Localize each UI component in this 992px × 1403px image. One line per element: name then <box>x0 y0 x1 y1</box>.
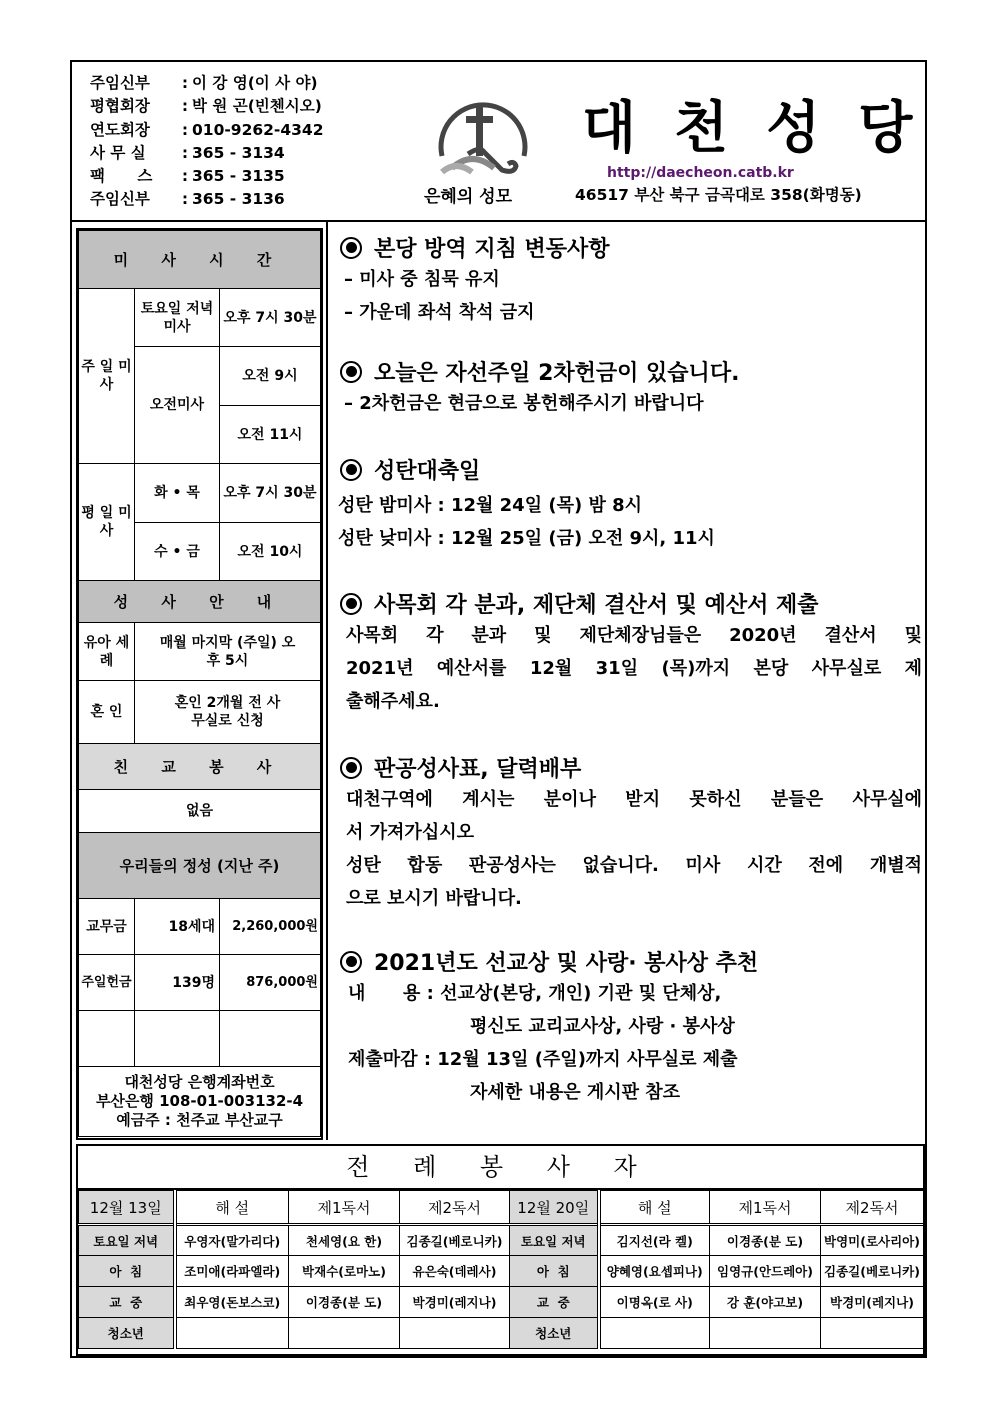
sacraments-title: 성 사 안 내 <box>79 581 321 623</box>
mass-label: 토요일 저녁 <box>79 1225 175 1256</box>
minister-cell: 우영자(말가리다) <box>175 1225 289 1256</box>
contact-row-memorial: 연도회장 : 010-9262-4342 <box>90 120 324 139</box>
mass-label: 교 중 <box>510 1287 599 1318</box>
weekday-time-2: 오전 10시 <box>220 523 321 581</box>
infant-baptism-value: 매월 마지막 (주일) 오후 5시 <box>135 623 321 681</box>
radio-bullet-icon <box>340 757 362 779</box>
column-first-reading: 제1독서 <box>710 1191 821 1225</box>
week-2-date: 12월 20일 <box>510 1191 599 1225</box>
mass-label: 교 중 <box>79 1287 175 1318</box>
liturgical-ministers-section <box>76 1144 925 1356</box>
notice-line: 성탄 낮미사 : 12월 25일 (금) 오전 9시, 11시 <box>338 528 715 549</box>
minister-cell: 최우영(돈보스코) <box>175 1287 289 1318</box>
table-row <box>79 1318 924 1349</box>
mass-label: 청소년 <box>510 1318 599 1349</box>
contact-info <box>90 72 324 212</box>
weekday-time-1: 오후 7시 30분 <box>220 464 321 523</box>
contact-row-office: 사 무 실 : 365 - 3134 <box>90 143 285 162</box>
ministers-header-row <box>79 1191 924 1225</box>
offerings-title: 우리들의 정성 (지난 주) <box>79 833 321 899</box>
sunday-mass-label: 주 일 미 사 <box>79 289 135 464</box>
table-row <box>79 1225 924 1256</box>
morning-mass-label: 오전미사 <box>135 347 220 464</box>
marriage-label: 혼 인 <box>79 681 135 744</box>
minister-cell <box>821 1318 924 1349</box>
offering-count-1: 18세대 <box>135 899 220 955</box>
notice-line: 대천구역에 계시는 분이나 받지 못하신 분들은 사무실에 <box>346 789 922 810</box>
minister-cell: 양혜영(요셉피나) <box>599 1256 710 1287</box>
offering-name-2: 주일헌금 <box>79 955 135 1011</box>
bulletin-header <box>72 62 951 222</box>
minister-cell: 천세영(요 한) <box>289 1225 400 1256</box>
mass-label: 아 침 <box>79 1256 175 1287</box>
notice-line: 성탄 밤미사 : 12월 24일 (목) 밤 8시 <box>338 495 643 516</box>
notice-title: 본당 방역 지침 변동사항 <box>374 237 610 262</box>
visits-title: 친 교 봉 사 <box>79 744 321 790</box>
visits-value: 없음 <box>79 790 321 833</box>
marriage-value: 혼인 2개월 전 사무실로 신청 <box>135 681 321 744</box>
minister-cell: 조미애(라파엘라) <box>175 1256 289 1287</box>
minister-cell: 김종길(베로니카) <box>821 1256 924 1287</box>
week-1-date: 12월 13일 <box>79 1191 175 1225</box>
saturday-evening-time: 오후 7시 30분 <box>220 289 321 347</box>
radio-bullet-icon <box>340 459 362 481</box>
notice-charity-sunday <box>334 356 922 420</box>
ministers-title: 전 례 봉 사 자 <box>78 1146 923 1190</box>
column-commentary: 해 설 <box>175 1191 289 1225</box>
mass-label: 토요일 저녁 <box>510 1225 599 1256</box>
minister-cell <box>400 1318 510 1349</box>
mass-times-title: 미 사 시 간 <box>79 231 321 289</box>
morning-mass-time-1: 오전 9시 <box>220 347 321 406</box>
logo-caption: 은혜의 성모 <box>424 187 513 207</box>
minister-cell <box>710 1318 821 1349</box>
column-first-reading: 제1독서 <box>289 1191 400 1225</box>
saturday-evening-label: 토요일 저녁미사 <box>135 289 220 347</box>
mass-label: 청소년 <box>79 1318 175 1349</box>
column-commentary: 해 설 <box>599 1191 710 1225</box>
minister-cell: 이경종(분 도) <box>710 1225 821 1256</box>
offering-name-3 <box>79 1011 135 1067</box>
offering-amount-3 <box>220 1011 321 1067</box>
notice-line: – 2차헌금은 현금으로 봉헌해주시기 바랍니다 <box>344 393 704 414</box>
notice-title: 성탄대축일 <box>374 459 481 484</box>
church-address: 46517 부산 북구 금곡대로 358(화명동) <box>575 186 862 204</box>
offering-amount-1: 2,260,000원 <box>220 899 321 955</box>
minister-cell: 유은숙(데레사) <box>400 1256 510 1287</box>
bank-account-number: 부산은행 108-01-003132-4 <box>95 1092 304 1110</box>
weekday-mass-label: 평 일 미 사 <box>79 464 135 581</box>
ministers-table <box>78 1190 924 1349</box>
table-row <box>79 1256 924 1287</box>
minister-cell <box>289 1318 400 1349</box>
minister-cell: 박재수(로마노) <box>289 1256 400 1287</box>
radio-bullet-icon <box>340 951 362 973</box>
mass-times-table <box>78 230 321 1137</box>
minister-cell: 이경종(분 도) <box>289 1287 400 1318</box>
notice-line: 성탄 합동 판공성사는 없습니다. 미사 시간 전에 개별적 <box>346 855 922 876</box>
contact-row-fax: 팩 스 : 365 - 3135 <box>90 167 285 186</box>
radio-bullet-icon <box>340 237 362 259</box>
minister-cell: 강 훈(야고보) <box>710 1287 821 1318</box>
notice-title: 사목회 각 분과, 제단체 결산서 및 예산서 제출 <box>374 593 819 618</box>
notice-christmas <box>334 454 922 555</box>
weekday-days-2: 수 • 금 <box>135 523 220 581</box>
bank-holder: 예금주 : 천주교 부산교구 <box>116 1111 283 1129</box>
minister-cell: 김지선(라 켈) <box>599 1225 710 1256</box>
contact-row-pastor: 주임신부 : 이 강 영(이 사 야) <box>90 74 318 92</box>
notice-line: – 가운데 좌석 착석 금지 <box>344 302 535 323</box>
minister-cell: 임영규(안드레아) <box>710 1256 821 1287</box>
church-website-link[interactable]: http://daecheon.catb.kr <box>607 165 794 181</box>
notice-line: 자세한 내용은 게시판 참조 <box>470 1082 681 1103</box>
contact-row-pastor-phone: 주임신부 : 365 - 3136 <box>90 190 285 209</box>
column-second-reading: 제2독서 <box>821 1191 924 1225</box>
minister-cell: 김종길(베로니카) <box>400 1225 510 1256</box>
notice-line: 제출마감 : 12월 13일 (주일)까지 사무실로 제출 <box>348 1049 738 1070</box>
notice-confession-calendar <box>334 752 922 915</box>
mass-label: 아 침 <box>510 1256 599 1287</box>
notice-line: 사목회 각 분과 및 제단체장님들은 2020년 결산서 및 <box>346 625 922 646</box>
notice-title: 판공성사표, 달력배부 <box>374 757 582 782</box>
notice-title: 2021년도 선교상 및 사랑· 봉사상 추천 <box>374 951 759 976</box>
minister-cell: 박경미(레지나) <box>821 1287 924 1318</box>
church-title: 대천성당 <box>582 96 951 161</box>
notice-line: 내 용 : 선교상(본당, 개인) 기관 및 단체상, <box>348 983 722 1004</box>
minister-cell <box>175 1318 289 1349</box>
infant-baptism-label: 유아 세례 <box>79 623 135 681</box>
left-sidebar <box>76 228 323 1140</box>
notice-line: 2021년 예산서를 12월 31일 (목)까지 본당 사무실로 제 <box>346 658 922 679</box>
notice-line: 으로 보시기 바랍니다. <box>346 888 522 909</box>
weekday-days-1: 화 • 목 <box>135 464 220 523</box>
notice-title: 오늘은 자선주일 2차헌금이 있습니다. <box>374 361 740 386</box>
notice-budget <box>334 588 922 718</box>
notice-awards <box>334 946 922 1109</box>
minister-cell: 박영미(로사리아) <box>821 1225 924 1256</box>
notice-line: 출해주세요. <box>346 691 440 712</box>
notice-line: – 미사 중 침묵 유지 <box>344 269 500 290</box>
notice-quarantine <box>334 232 922 329</box>
minister-cell <box>599 1318 710 1349</box>
offering-count-3 <box>135 1011 220 1067</box>
church-logo-icon <box>432 88 532 178</box>
minister-cell: 이명옥(로 사) <box>599 1287 710 1318</box>
contact-row-council: 평협회장 : 박 원 곤(빈첸시오) <box>90 97 322 116</box>
radio-bullet-icon <box>340 593 362 615</box>
table-row <box>79 1287 924 1318</box>
minister-cell: 박경미(레지나) <box>400 1287 510 1318</box>
offering-name-1: 교무금 <box>79 899 135 955</box>
notice-line: 서 가져가십시오 <box>346 822 474 843</box>
morning-mass-time-2: 오전 11시 <box>220 406 321 464</box>
offering-count-2: 139명 <box>135 955 220 1011</box>
column-second-reading: 제2독서 <box>400 1191 510 1225</box>
radio-bullet-icon <box>340 361 362 383</box>
column-divider <box>326 222 328 1140</box>
bank-account-info <box>79 1067 321 1137</box>
bank-title: 대천성당 은행계좌번호 <box>124 1073 275 1091</box>
bulletin-page <box>70 60 951 1358</box>
notice-line: 평신도 교리교사상, 사랑 · 봉사상 <box>470 1016 735 1037</box>
offering-amount-2: 876,000원 <box>220 955 321 1011</box>
